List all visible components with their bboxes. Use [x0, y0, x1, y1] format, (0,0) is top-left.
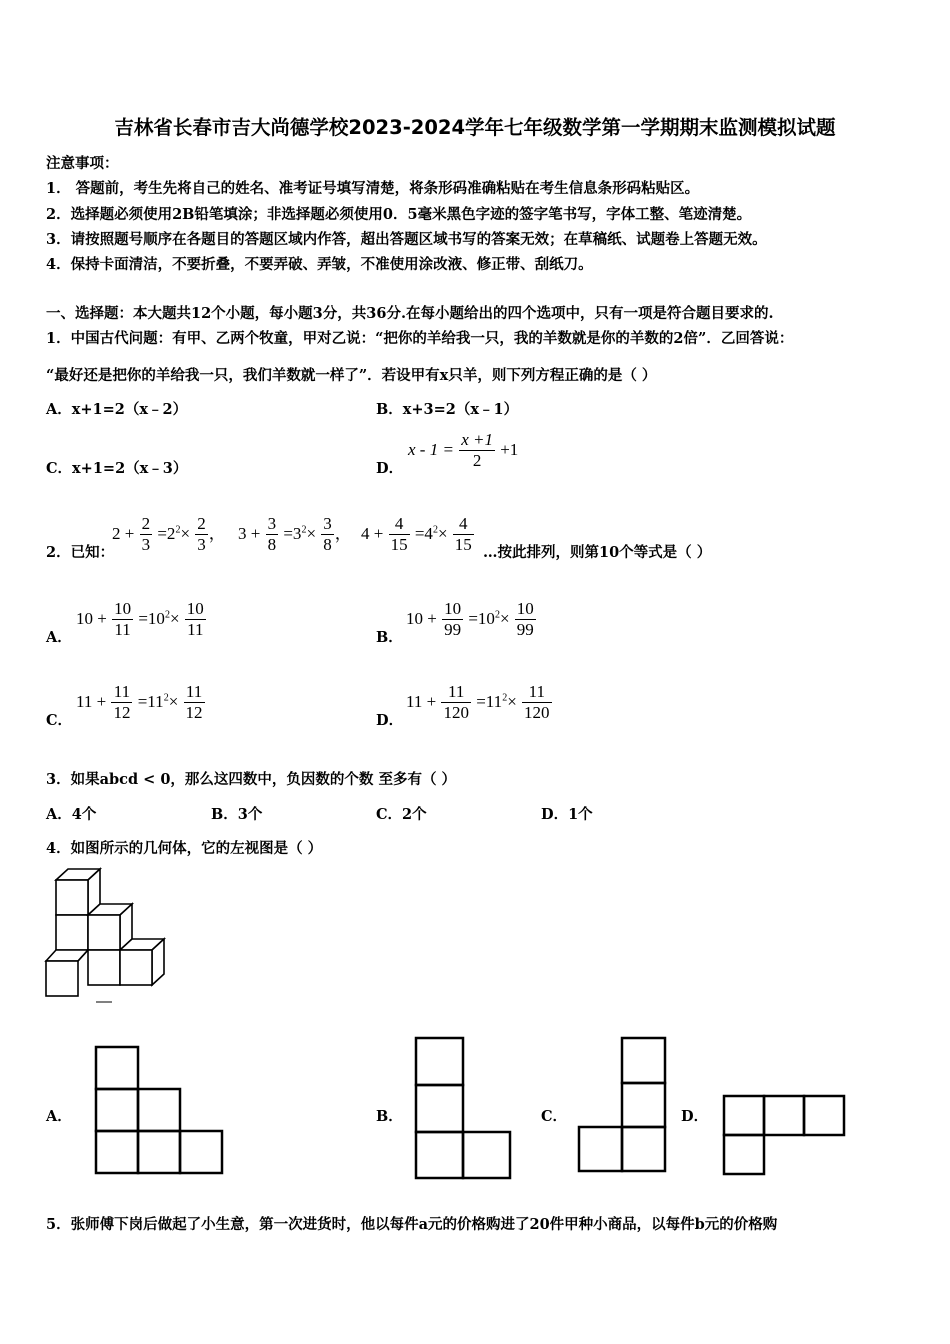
q1-option-d-label: D．	[376, 460, 404, 477]
q1-option-b: B．x+3=2（x﹣1）	[376, 401, 519, 418]
notice-item: 1． 答题前，考生先将自己的姓名、准考证号填写清楚，将条形码准确粘贴在考生信息条形码粘贴区。	[46, 180, 700, 197]
q4-option-a-label: A．	[46, 1108, 72, 1125]
question-3-stem: 3．如果abcd < 0，那么这四数中，负因数的个数 至多有（ ）	[46, 771, 457, 788]
q2-given-3: 4 + $\frac{4}{15}$ $=4^2\times$ $\frac{4}{15}$	[361, 514, 472, 554]
q2-option-a-label: A．	[46, 629, 72, 646]
section-heading: 一、选择题：本大题共12个小题，每小题3分，共36分.在每小题给出的四个选项中，只有一项是符合题目要求的.	[46, 305, 774, 322]
q3-option-c: C．2个	[376, 806, 427, 823]
q2-option-c-label: C．	[46, 712, 73, 729]
q4-option-b-label: B．	[376, 1108, 403, 1125]
q2-option-c-formula: 11 + $\frac{11}{12}$ $=11^2\times$ $\frac{11}{12}$	[76, 682, 203, 722]
q1-option-c: C．x+1=2（x﹣3）	[46, 460, 188, 477]
question-2-prefix: 2．已知：	[46, 544, 115, 561]
q2-option-b-formula: 10 + $\frac{10}{99}$ $=10^2\times$ $\frac{10}{99}$	[406, 599, 534, 639]
q2-given-1: 2 + $\frac{2}{3}$ $=2^2\times$ $\frac{2}{3}$ ，	[112, 514, 226, 554]
q4-option-c-label: C．	[541, 1108, 568, 1125]
q3-option-b: B．3个	[211, 806, 263, 823]
q2-option-d-formula: 11 + $\frac{11}{120}$ $=11^2\times$ $\frac{11}{120}$	[406, 682, 550, 722]
notice-item: 4．保持卡面清洁，不要折叠，不要弄破、弄皱，不准使用涂改液、修正带、刮纸刀。	[46, 256, 593, 273]
question-2-suffix: …按此排列，则第10个等式是（ ）	[483, 544, 712, 561]
question-1-stem: 1．中国古代问题：有甲、乙两个牧童，甲对乙说：“把你的羊给我一只，我的羊数就是你的羊数的2倍”．乙回答说：	[46, 330, 794, 347]
q2-option-a-formula: 10 + $\frac{10}{11}$ $=10^2\times$ $\frac{10}{11}$	[76, 599, 204, 639]
q2-given-2: 3 + $\frac{3}{8}$ $=3^2\times$ $\frac{3}{8}$ ，	[238, 514, 352, 554]
q4-option-b-view	[413, 1035, 513, 1181]
q4-option-d-view	[721, 1093, 847, 1177]
page-title: 吉林省长春市吉大尚德学校2023-2024学年七年级数学第一学期期末监测模拟试题	[114, 116, 836, 139]
q4-option-a-view	[93, 1044, 225, 1178]
q3-option-a: A．4个	[46, 806, 97, 823]
question-4-stem: 4．如图所示的几何体，它的左视图是（ ）	[46, 840, 323, 857]
notice-heading: 注意事项：	[46, 155, 119, 172]
notice-item: 2．选择题必须使用2B铅笔填涂；非选择题必须使用0．5毫米黑色字迹的签字笔书写，字体工整、笔迹清楚。	[46, 206, 752, 223]
q1-option-d-formula: x - 1 = $\frac{x +1}{2}$ +1	[408, 430, 519, 470]
q2-option-d-label: D．	[376, 712, 404, 729]
q1-option-a: A．x+1=2（x﹣2）	[46, 401, 188, 418]
notice-item: 3．请按照题号顺序在各题目的答题区域内作答，超出答题区域书写的答案无效；在草稿纸、试题卷上答题无效。	[46, 231, 767, 248]
q2-option-b-label: B．	[376, 629, 403, 646]
q4-option-d-label: D．	[681, 1108, 709, 1125]
q4-option-c-view	[575, 1035, 669, 1175]
question-1-stem-2: “最好还是把你的羊给我一只，我们羊数就一样了”．若设甲有x只羊，则下列方程正确的是（ ）	[46, 367, 657, 384]
q3-option-d: D．1个	[541, 806, 593, 823]
question-5-stem: 5．张师傅下岗后做起了小生意，第一次进货时，他以每件a元的价格购进了20件甲种小商品，以每件b元的价格购	[46, 1216, 778, 1233]
q4-solid-figure	[42, 866, 172, 1006]
